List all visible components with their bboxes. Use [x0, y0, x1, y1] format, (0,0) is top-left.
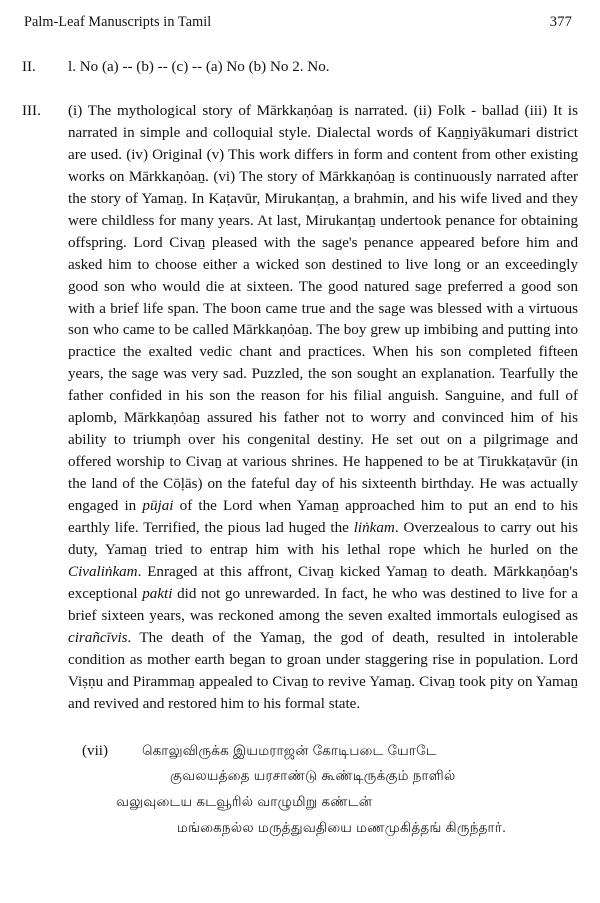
section-ii	[22, 57, 578, 79]
verse-head	[22, 738, 578, 764]
verse-block	[22, 738, 578, 841]
page-number: 377	[549, 14, 572, 30]
section-iii	[22, 101, 578, 716]
section-ii-marker: II.	[22, 59, 36, 75]
running-head-title: Palm-Leaf Manuscripts in Tamil	[24, 14, 212, 30]
verse-marker: (vii)	[82, 742, 108, 759]
section-ii-body: l. No (a) -- (b) -- (c) -- (a) No (b) No 2. No.	[68, 59, 330, 75]
section-iii-body: (i) The mythological story of Mārkkaṇỏaṉ is narrated. (ii) Folk - ballad (iii) It is narrated in simple and colloquial style. Dialectal words of Kaṉṉiyākumari district are used. (iv) Original (v) This work differs in form and content from other existing works on Mārkkaṇỏaṉ. (vi) The story of Mārkkaṇỏaṉ is continuously narrated after the story of Yamaṉ. In Kaṭavūr, Mirukanṭaṉ, a brahmin, and his wife lived and they were childless for many years. At last, Mirukanṭaṉ undertook penance for obtaining offspring. Lord Civaṉ pleased with the sage's penance appeared before him and asked him to choose either a wicked son destined to live long or an exceedingly good son who would die at sixteen. The good natured sage preferred a good son with a brief life span. The boon came true and the sage was blessed with a virtuous son who came to be called Mārkkaṇỏaṉ. The boy grew up imbibing and putting into practice the exalted vedic chant and practices. When his son completed fifteen years, the sage was very sad. Puzzled, the son sought an explanation. Tearfully the father confided in his son the reason for his filial anguish. Sanguine, and full of aplomb, Mārkkaṇỏaṉ assured his father not to worry and convinced him of his ability to triumph over his congenital destiny. He set out on a pilgrimage and offered worship to Civaṉ at various shrines. He happened to be at Tirukkaṭavūr (in the land of the Cōḷās) on the fateful day of his sixteenth birthday. He was actually engaged in pūjai of the Lord when Yamaṉ approached him to put an end to his earthly life. Terrified, the pious lad huged the liṅkam. Overzealous to carry out his duty, Yamaṉ tried to entrap him with his lethal rope which he hurled on the Civaliṅkam. Enraged at this affront, Civaṉ kicked Yamaṉ to death. Mārkkaṇỏaṉ's exceptional pakti did not go unrewarded. In fact, he who was destined to live for a brief sixteen years, was reckoned among the seven exalted immortals eulogised as cirañcīvis. The death of the Yamaṉ, the god of death, resulted in intolerable condition as mother earth began to groan under staggering rise in population. Lord Viṣṇu and Pirammaṉ appealed to Civaṉ to revive Yamaṉ. Civaṉ took pity on Yamaṉ and revived and restored him to his formal state.	[68, 102, 578, 712]
section-iii-marker: III.	[22, 102, 41, 119]
verse-line-2: குவலயத்தை யரசாண்டு கூண்டிருக்கும் நாளில்	[170, 768, 456, 784]
running-head	[22, 14, 578, 31]
verse-lines	[22, 763, 578, 840]
verse-line-4: மங்கைநல்ல மருத்துவதியை மணமுகித்தங் கிருந்தார்.	[177, 820, 507, 836]
verse-line-1: கொலுவிருக்க இயமராஜன் கோடிபடை யோடே	[142, 742, 437, 758]
verse-line-3: வலுவுடைய கடவூரில் வாழுமிறு கண்டன்	[116, 794, 373, 810]
